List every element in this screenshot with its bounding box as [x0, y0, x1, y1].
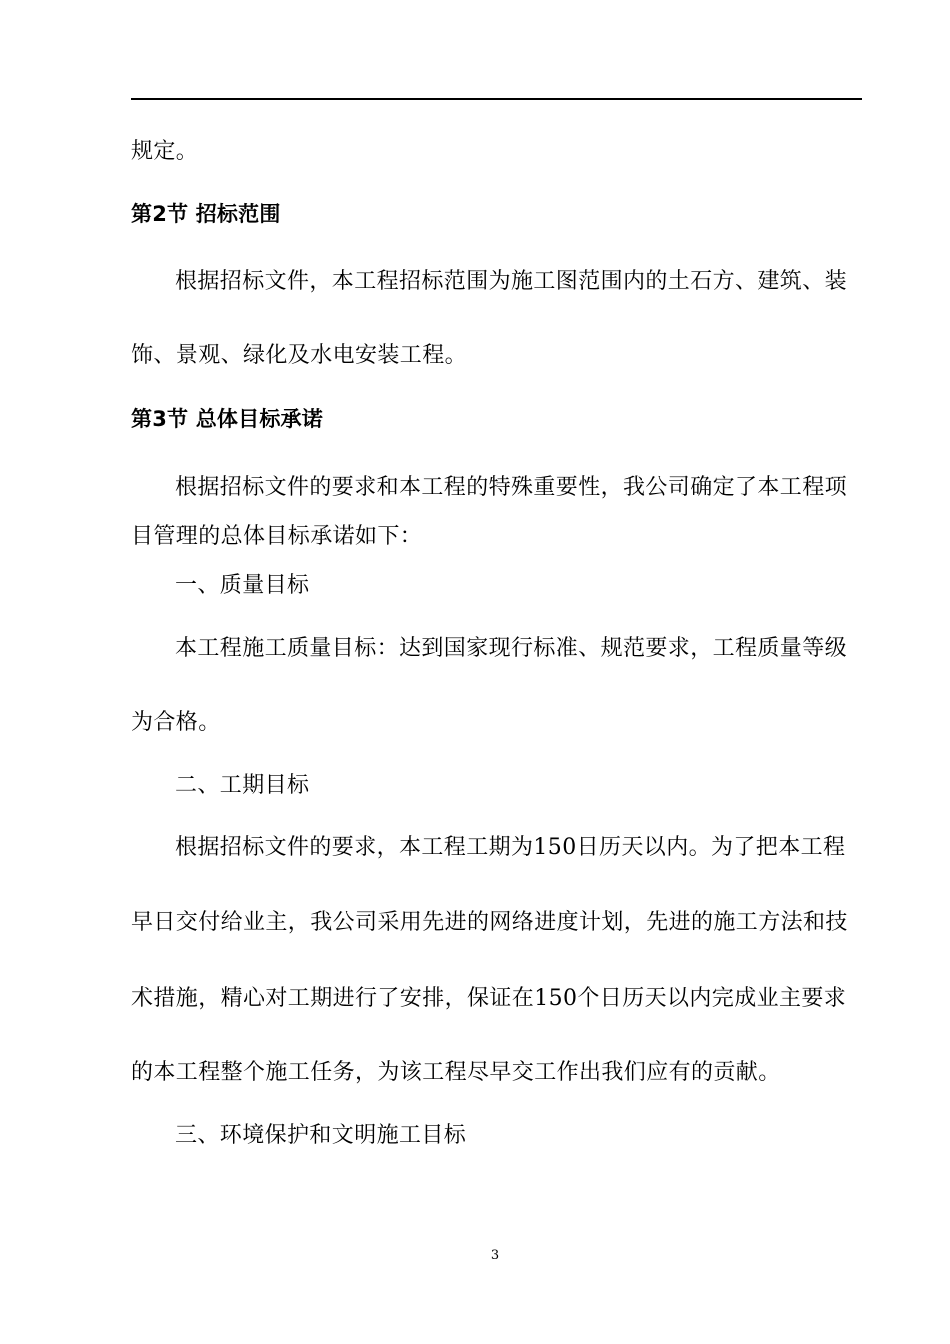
section-heading-3: 第3节 总体目标承诺	[131, 407, 323, 431]
subheading-schedule: 二、工期目标	[175, 773, 310, 798]
body-line: 规定。	[131, 139, 199, 164]
body-line: 为合格。	[131, 710, 221, 735]
body-line: 根据招标文件的要求和本工程的特殊重要性，我公司确定了本工程项	[175, 475, 848, 500]
subheading-environment: 三、环境保护和文明施工目标	[175, 1123, 467, 1148]
body-line: 目管理的总体目标承诺如下：	[131, 524, 423, 549]
body-line: 早日交付给业主，我公司采用先进的网络进度计划，先进的施工方法和技	[131, 910, 848, 935]
section-heading-2: 第2节 招标范围	[131, 202, 281, 226]
body-line: 根据招标文件的要求，本工程工期为150日历天以内。为了把本工程	[175, 835, 846, 860]
body-line: 术措施，精心对工期进行了安排，保证在150个日历天以内完成业主要求	[131, 986, 847, 1011]
page-number: 3	[490, 1248, 500, 1263]
subheading-quality: 一、质量目标	[175, 573, 310, 598]
body-line: 本工程施工质量目标：达到国家现行标准、规范要求，工程质量等级	[175, 636, 848, 661]
header-rule	[131, 98, 862, 100]
body-line: 的本工程整个施工任务，为该工程尽早交工作出我们应有的贡献。	[131, 1060, 781, 1085]
body-line: 根据招标文件，本工程招标范围为施工图范围内的土石方、建筑、装	[175, 269, 848, 294]
body-line: 饰、景观、绿化及水电安装工程。	[131, 343, 468, 368]
